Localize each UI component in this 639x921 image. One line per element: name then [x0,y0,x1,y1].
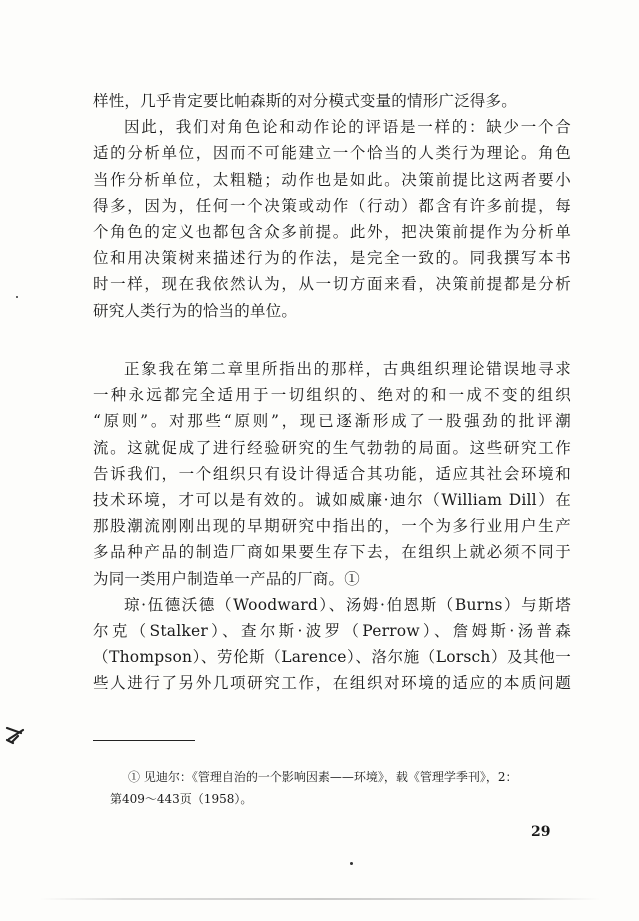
text-line: 告诉我们，一个组织只有设计得适合其功能，适应其社会环境和 [93,464,571,483]
text-line: 位和用决策树来描述行为的作法，是完全一致的。同我撰写本书 [93,249,571,268]
text-line: “原则”。对那些“原则”，现已逐渐形成了一股强劲的批评潮 [93,412,571,431]
text-line: 时一样，现在我依然认为，从一切方面来看，决策前提都是分析 [93,275,571,294]
main-text-continued [93,356,571,697]
text-line: 研究人类行为的恰当的单位。 [93,301,298,320]
paragraph-2 [93,114,571,324]
scan-edge-streak [40,898,600,900]
text-line: 因此，我们对角色论和动作论的评语是一样的：缺少一个合 [124,118,571,137]
paragraph-4 [93,592,571,697]
text-line: （Thompson）、劳伦斯（Larence）、洛尔施（Lorsch）及其他一 [93,648,571,667]
text-line: 尔克（Stalker）、查尔斯·波罗（Perrow）、詹姆斯·汤普森 [93,622,571,641]
text-line: 那股潮流刚刚出现的早期研究中指出的，一个为多行业用户生产 [93,517,571,536]
text-line: 一种永远都完全适用于一切组织的、绝对的和一成不变的组织 [93,386,571,405]
page-number: 29 [531,824,551,840]
text-line: 适的分析单位，因而不可能建立一个恰当的人类行为理论。角色 [93,144,571,163]
footnote-line: ① 见迪尔：《管理自治的一个影响因素——环境》，载《管理学季刊》，2： [128,770,518,784]
footnote-divider [93,740,195,741]
text-line: 得多，因为，任何一个决策或动作（行动）都含有许多前提，每 [93,196,571,215]
paragraph-1 [93,88,571,114]
scan-speck [16,296,18,298]
main-text [93,88,571,324]
text-line: 流。这就促成了进行经验研究的生气勃勃的局面。这些研究工作 [93,438,571,457]
text-line: 为同一类用户制造单一产品的厂商。① [93,569,360,588]
paragraph-3 [93,356,571,592]
footnote [110,766,568,810]
text-line: 琼·伍德沃德（Woodward）、汤姆·伯恩斯（Burns）与斯塔 [124,595,571,614]
scan-mark-icon [4,724,26,746]
footnote-line: 第409～443页（1958）。 [110,792,253,806]
text-line: 当作分析单位，太粗糙；动作也是如此。决策前提比这两者要小 [93,170,571,189]
text-line: 个角色的定义也都包含众多前提。此外，把决策前提作为分析单 [93,223,571,242]
text-line: 正象我在第二章里所指出的那样，古典组织理论错误地寻求 [124,360,571,378]
text-line: 样性，几乎肯定要比帕森斯的对分模式变量的情形广泛得多。 [93,92,517,110]
text-line: 多品种产品的制造厂商如果要生存下去，在组织上就必须不同于 [93,543,571,562]
scan-speck [350,862,353,865]
text-line: 些人进行了另外几项研究工作，在组织对环境的适应的本质问题 [93,674,571,693]
text-line: 技术环境，才可以是有效的。诚如威廉·迪尔（William Dill）在 [93,491,571,510]
